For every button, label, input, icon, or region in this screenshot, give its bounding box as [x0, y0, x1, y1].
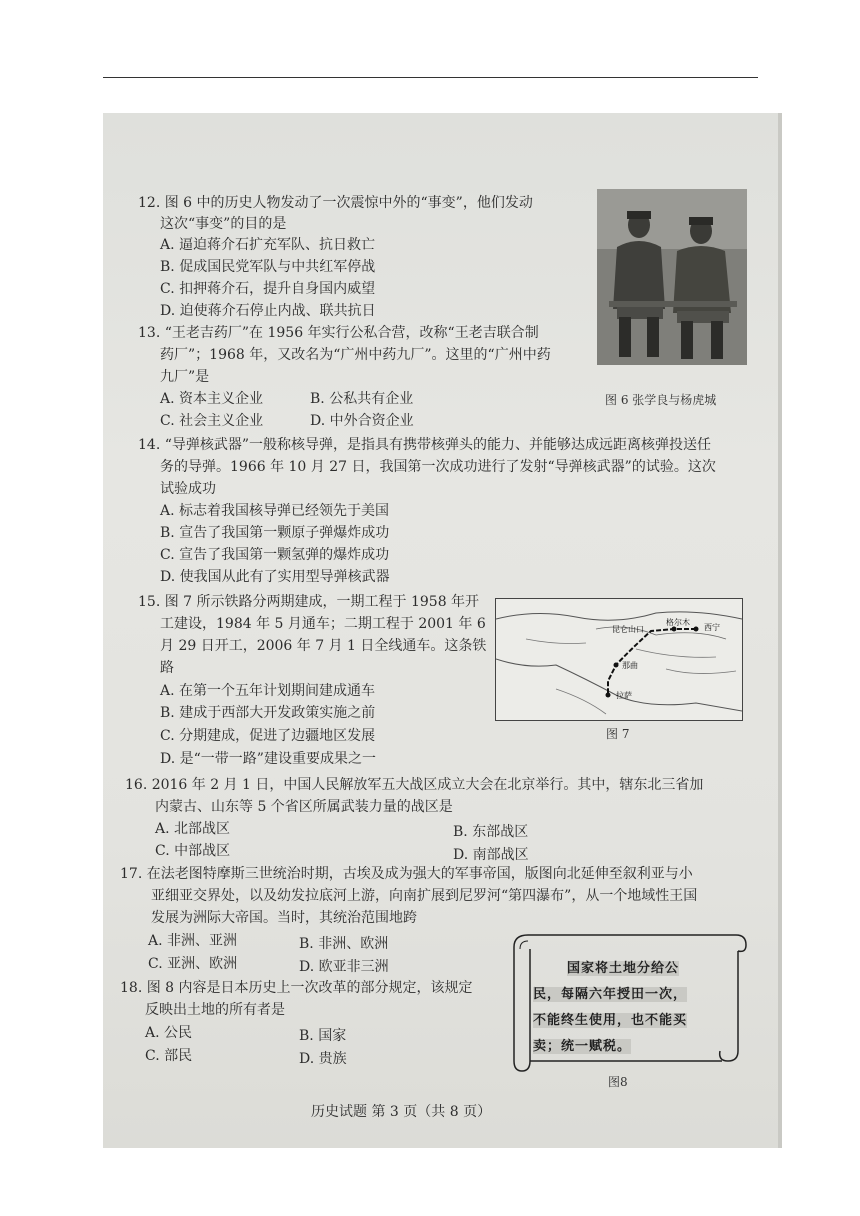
scroll-line-4: 卖；统一赋税。: [533, 1039, 632, 1054]
q17-stem-cont: 亚细亚交界处，以及幼发拉底河上游，向南扩展到尼罗河“第四瀑布”，从一个地域性王国: [151, 888, 698, 904]
q13-stem-cont2: 九厂”是: [160, 369, 210, 385]
scroll-line-2: 民，每隔六年授田一次，: [533, 987, 688, 1002]
q14-option-d: D. 使我国从此有了实用型导弹核武器: [160, 569, 390, 585]
q16-stem-cont: 内蒙古、山东等 5 个省区所属武装力量的战区是: [155, 799, 453, 815]
q15-stem-cont2: 月 29 日开工，2006 年 7 月 1 日全线通车。这条铁: [160, 638, 487, 654]
q14-stem: 14. “导弹核武器”一般称核导弹，是指具有携带核弹头的能力、并能够达成远距离核弹投送任: [138, 437, 712, 453]
figure-7-caption: 图 7: [606, 727, 630, 741]
q13-option-b: B. 公私共有企业: [310, 391, 414, 407]
q17-stem-cont2: 发展为洲际大帝国。当时，其统治范围地跨: [151, 910, 417, 926]
q17-option-a: A. 非洲、亚洲: [148, 933, 238, 949]
railway-map-icon: [496, 599, 742, 720]
map-label-naqu: 那曲: [622, 661, 638, 670]
q15-stem: 15. 图 7 所示铁路分两期建成，一期工程于 1958 年开: [138, 594, 480, 610]
q17-option-d: D. 欧亚非三洲: [299, 959, 389, 975]
map-label-xining: 西宁: [704, 623, 720, 632]
q17-stem: 17. 在法老图特摩斯三世统治时期，古埃及成为强大的军事帝国，版图向北延伸至叙利亚与小: [120, 866, 693, 882]
page-edge: [778, 113, 782, 1148]
q16-option-b: B. 东部战区: [453, 824, 529, 840]
q14-option-c: C. 宣告了我国第一颗氢弹的爆炸成功: [160, 547, 390, 563]
q17-option-b: B. 非洲、欧洲: [299, 936, 389, 952]
figure-8-text: [533, 956, 747, 1060]
q18-option-a: A. 公民: [145, 1025, 193, 1041]
q16-stem: 16. 2016 年 2 月 1 日，中国人民解放军五大战区成立大会在北京举行。其中，辖东北三省加: [125, 777, 704, 793]
q18-option-d: D. 贵族: [299, 1051, 347, 1067]
q18-option-c: C. 部民: [145, 1048, 193, 1064]
q13-stem-cont: 药厂”；1968 年，又改名为“广州中药九厂”。这里的“广州中药: [160, 347, 551, 363]
map-label-kunlun: 昆仑山口: [612, 625, 644, 634]
figure-8-caption: 图8: [608, 1075, 628, 1089]
map-label-golmud: 格尔木: [666, 618, 690, 627]
q16-option-d: D. 南部战区: [453, 847, 529, 863]
page-footer: 历史试题 第 3 页（共 8 页）: [311, 1104, 492, 1120]
q13-option-d: D. 中外合资企业: [310, 413, 414, 429]
q15-stem-cont3: 路: [160, 660, 174, 676]
map-label-lhasa: 拉萨: [616, 691, 632, 700]
q12-option-a: A. 逼迫蒋介石扩充军队、抗日救亡: [160, 237, 376, 253]
q13-option-a: A. 资本主义企业: [160, 391, 264, 407]
q14-option-b: B. 宣告了我国第一颗原子弹爆炸成功: [160, 525, 390, 541]
q15-option-b: B. 建成于西部大开发政策实施之前: [160, 705, 376, 721]
q12-stem: 12. 图 6 中的历史人物发动了一次震惊中外的“事变”，他们发动: [138, 195, 533, 211]
figure-6-photo: [597, 189, 747, 365]
q14-option-a: A. 标志着我国核导弹已经领先于美国: [160, 503, 390, 519]
q12-option-b: B. 促成国民党军队与中共红军停战: [160, 259, 376, 275]
q12-option-c: C. 扣押蒋介石，提升自身国内威望: [160, 281, 376, 297]
q16-option-a: A. 北部战区: [155, 821, 231, 837]
q15-option-d: D. 是“一带一路”建设重要成果之一: [160, 751, 376, 767]
q12-stem-cont: 这次“事变”的目的是: [160, 216, 287, 232]
q12-option-d: D. 迫使蒋介石停止内战、联共抗日: [160, 303, 376, 319]
exam-page: [103, 113, 782, 1148]
q14-stem-cont2: 试验成功: [160, 481, 216, 497]
q15-stem-cont: 工建设，1984 年 5 月通车；二期工程于 2001 年 6: [160, 616, 486, 632]
q18-stem-cont: 反映出土地的所有者是: [145, 1002, 285, 1018]
q15-option-c: C. 分期建成，促进了边疆地区发展: [160, 728, 376, 744]
portrait-photo-icon: [597, 189, 747, 365]
q18-stem: 18. 图 8 内容是日本历史上一次改革的部分规定，该规定: [120, 980, 473, 996]
figure-6-caption: 图 6 张学良与杨虎城: [605, 393, 717, 407]
q13-option-c: C. 社会主义企业: [160, 413, 264, 429]
q18-option-b: B. 国家: [299, 1028, 347, 1044]
q15-option-a: A. 在第一个五年计划期间建成通车: [160, 683, 376, 699]
q17-option-c: C. 亚洲、欧洲: [148, 956, 238, 972]
q13-stem: 13. “王老吉药厂”在 1956 年实行公私合营，改称“王老吉联合制: [138, 325, 539, 341]
q16-option-c: C. 中部战区: [155, 843, 231, 859]
header-rule: [103, 77, 758, 78]
q14-stem-cont: 务的导弹。1966 年 10 月 27 日，我国第一次成功进行了发射“导弹核武器”的试验。这次: [160, 459, 716, 475]
scroll-line-3: 不能终生使用，也不能买: [533, 1013, 688, 1028]
figure-7-map: [495, 598, 743, 721]
scroll-line-1: 国家将土地分给公: [567, 961, 680, 976]
